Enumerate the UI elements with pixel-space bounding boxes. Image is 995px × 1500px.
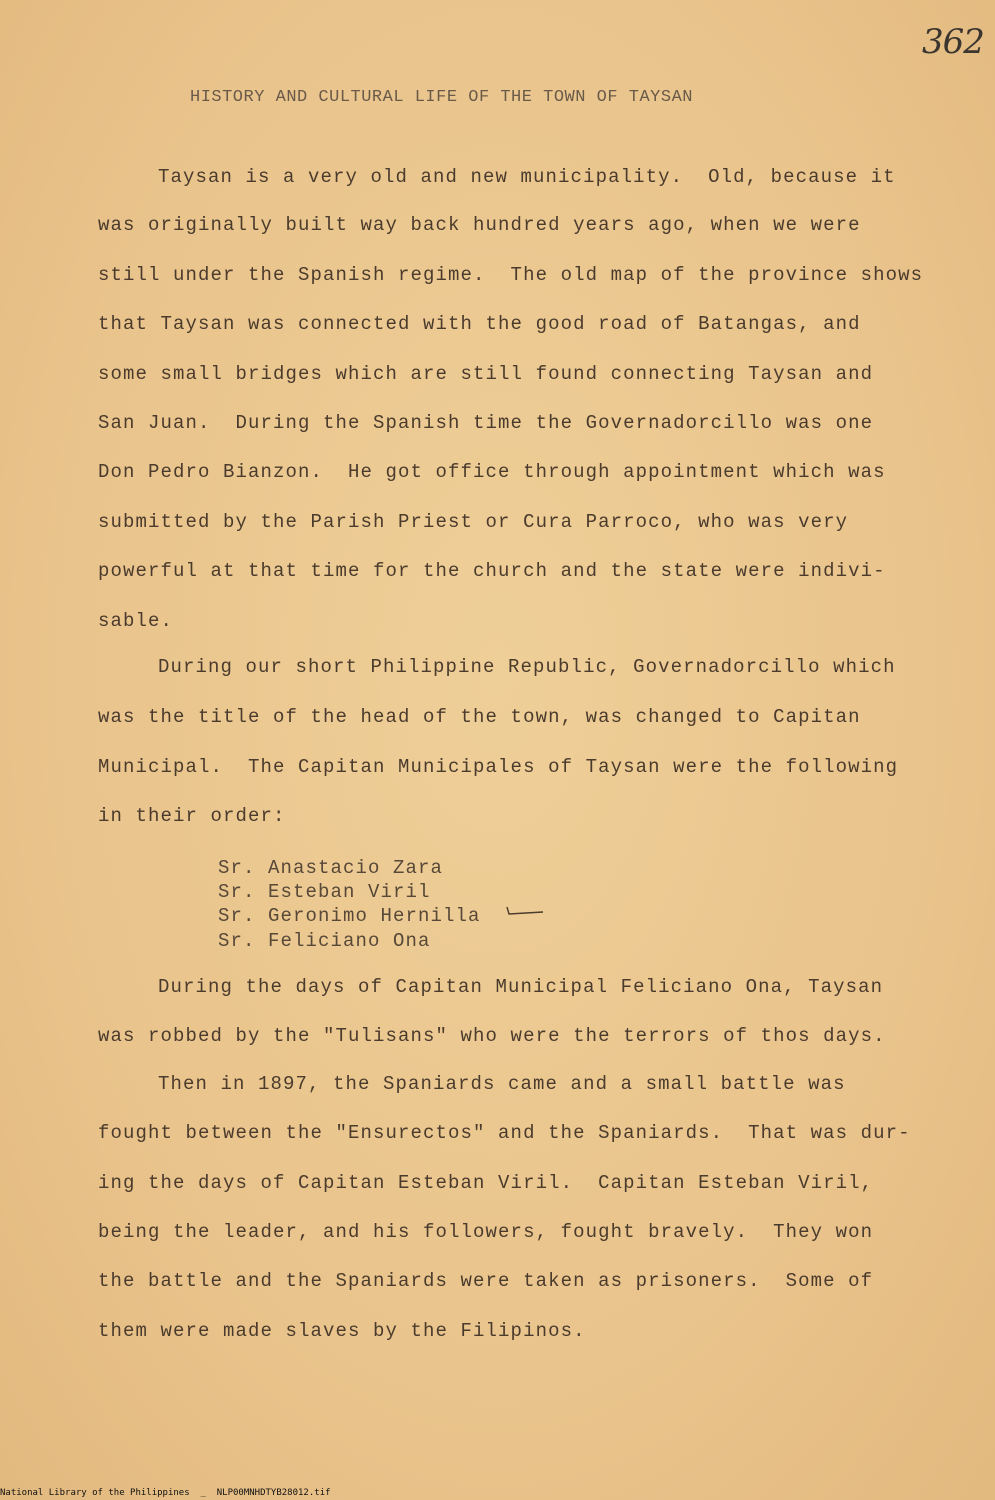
paragraph-1-line: sable. bbox=[98, 610, 174, 632]
paragraph-4-line: fought between the "Ensurectos" and the Spaniards. That was dur- bbox=[98, 1122, 911, 1144]
paragraph-3-line: During the days of Capitan Municipal Feliciano Ona, Taysan bbox=[158, 976, 884, 998]
paragraph-1-line: powerful at that time for the church and the state were indivi- bbox=[98, 560, 886, 582]
capitan-list-item: Sr. Anastacio Zara bbox=[218, 857, 444, 879]
document-title: HISTORY AND CULTURAL LIFE OF THE TOWN OF TAYSAN bbox=[190, 88, 693, 107]
capitan-list-item: Sr. Geronimo Hernilla bbox=[218, 905, 481, 927]
paragraph-2-line: Municipal. The Capitan Municipales of Taysan were the following bbox=[98, 756, 899, 778]
paragraph-1-line: was originally built way back hundred years ago, when we were bbox=[98, 214, 861, 236]
paragraph-1-line: some small bridges which are still found connecting Taysan and bbox=[98, 363, 874, 385]
paragraph-4-line: the battle and the Spaniards were taken as prisoners. Some of bbox=[98, 1270, 874, 1292]
capitan-list-item: Sr. Feliciano Ona bbox=[218, 930, 431, 952]
capitan-list-item: Sr. Esteban Viril bbox=[218, 881, 431, 903]
paragraph-1-line: Taysan is a very old and new municipality. Old, because it bbox=[158, 166, 896, 188]
paragraph-2-line: was the title of the head of the town, was changed to Capitan bbox=[98, 706, 861, 728]
paragraph-4-line: being the leader, and his followers, fought bravely. They won bbox=[98, 1221, 874, 1243]
handwritten-mark-icon bbox=[505, 905, 545, 917]
paragraph-1-line: San Juan. During the Spanish time the Governadorcillo was one bbox=[98, 412, 874, 434]
paragraph-1-line: that Taysan was connected with the good road of Batangas, and bbox=[98, 313, 861, 335]
paragraph-1-line: still under the Spanish regime. The old map of the province shows bbox=[98, 264, 924, 286]
paragraph-4-line: ing the days of Capitan Esteban Viril. Capitan Esteban Viril, bbox=[98, 1172, 874, 1194]
paragraph-2-line: in their order: bbox=[98, 805, 286, 827]
archive-footer: National Library of the Philippines _ NLP00MNHDTYB28012.tif bbox=[0, 1488, 331, 1498]
paragraph-4-line: them were made slaves by the Filipinos. bbox=[98, 1320, 586, 1342]
paragraph-4-line: Then in 1897, the Spaniards came and a small battle was bbox=[158, 1073, 846, 1095]
paragraph-2-line: During our short Philippine Republic, Governadorcillo which bbox=[158, 656, 896, 678]
page-number: 362 bbox=[922, 22, 984, 62]
paragraph-1-line: submitted by the Parish Priest or Cura Parroco, who was very bbox=[98, 511, 849, 533]
paragraph-1-line: Don Pedro Bianzon. He got office through appointment which was bbox=[98, 461, 886, 483]
paragraph-3-line: was robbed by the "Tulisans" who were the terrors of thos days. bbox=[98, 1025, 886, 1047]
